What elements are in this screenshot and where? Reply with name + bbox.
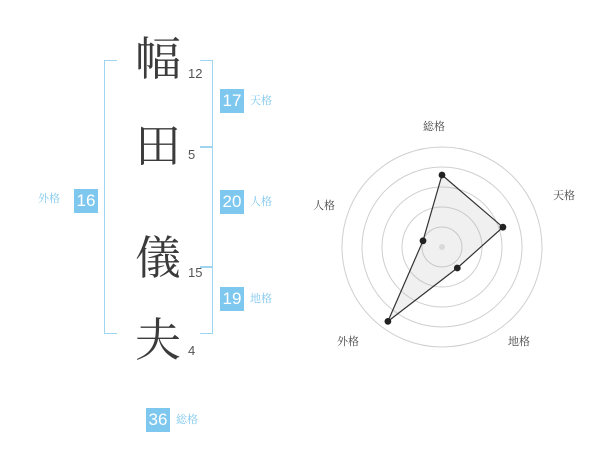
jinkaku-bracket — [200, 146, 213, 268]
radar-label-jinkaku: 人格 — [313, 199, 335, 212]
tenkaku-value: 17 — [220, 89, 244, 113]
outer-label: 外格 — [38, 192, 60, 205]
radar-chart — [300, 0, 600, 470]
tenkaku-label: 天格 — [250, 94, 272, 107]
total-label: 総格 — [176, 413, 198, 426]
chikaku-label: 地格 — [250, 292, 272, 305]
stroke-count-2: 5 — [188, 147, 196, 162]
outer-bracket — [104, 60, 117, 334]
kanji-char-2: 田 — [135, 119, 181, 173]
kanji-char-3: 儀 — [135, 231, 181, 285]
jinkaku-value: 20 — [220, 190, 244, 214]
chikaku-bracket — [200, 266, 213, 334]
radar-label-soukaku: 総格 — [423, 120, 445, 133]
radar-label-chikaku: 地格 — [508, 335, 530, 348]
kanji-char-1: 幅 — [135, 32, 181, 86]
tenkaku-bracket — [200, 60, 213, 148]
stroke-count-4: 4 — [188, 343, 196, 358]
chikaku-value: 19 — [220, 287, 244, 311]
total-value: 36 — [146, 408, 170, 432]
name-stroke-diagram — [0, 0, 300, 470]
jinkaku-label: 人格 — [250, 195, 272, 208]
radar-label-gaikaku: 外格 — [337, 335, 359, 348]
radar-chart-svg — [300, 0, 600, 470]
outer-value: 16 — [74, 189, 98, 213]
radar-label-tenkaku: 天格 — [553, 189, 575, 202]
stroke-count-1: 12 — [188, 66, 203, 81]
kanji-char-4: 夫 — [135, 313, 181, 367]
stroke-count-3: 15 — [188, 265, 203, 280]
